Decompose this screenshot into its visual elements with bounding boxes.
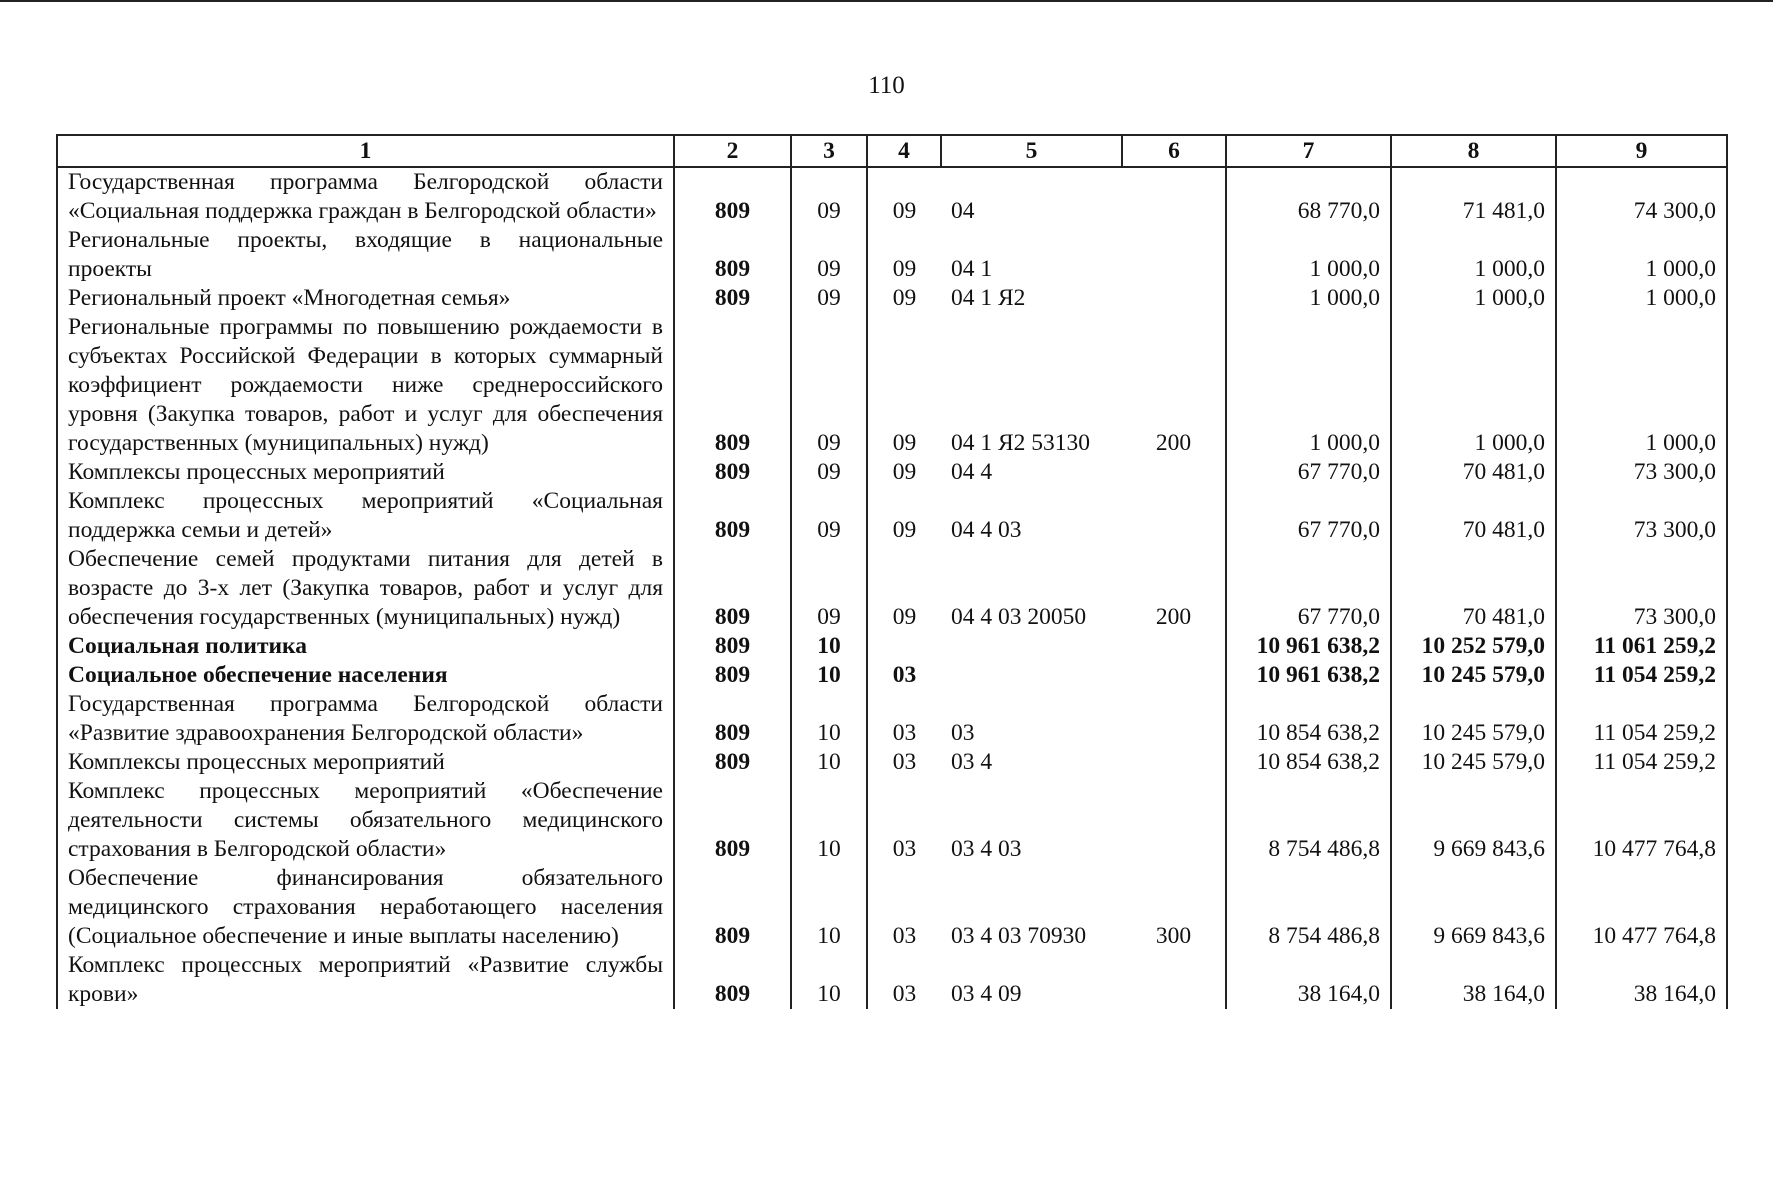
row-name: Комплексы процессных мероприятий [57,458,674,487]
admin-code: 809 [674,284,791,313]
subsection-code: 03 [892,836,917,862]
amount-year-2: 9 669 843,6 [1391,777,1556,864]
table-body [57,167,1727,1009]
expense-type [1122,458,1226,487]
target-article: 03 [951,720,975,746]
table-row [57,864,1727,951]
amount-year-3: 1 000,0 [1556,313,1727,458]
amount-year-1: 8 754 486,8 [1226,864,1391,951]
amount-year-3: 1 000,0 [1556,226,1727,284]
column-header: 7 [1226,135,1391,167]
amount-year-3: 74 300,0 [1556,167,1727,226]
amount-year-1: 38 164,0 [1226,951,1391,1009]
column-header: 6 [1122,135,1226,167]
amount-year-2: 1 000,0 [1391,284,1556,313]
expense-type: 200 [1122,545,1226,632]
column-header: 4 [867,135,941,167]
amount-year-1: 10 961 638,2 [1226,661,1391,690]
subsection-code: 09 [892,517,917,543]
target-article: 04 1 Я2 [951,285,1026,311]
admin-code: 809 [674,748,791,777]
admin-code: 809 [674,313,791,458]
admin-code: 809 [674,167,791,226]
section-code: 09 [791,226,867,284]
table-row [57,748,1727,777]
column-header: 8 [1391,135,1556,167]
row-name: Государственная программа Белгородской области «Развитие здравоохранения Белгородской области» [57,690,674,748]
subsection-code: 03 [892,749,917,775]
expense-type [1122,167,1226,226]
target-article: 03 4 03 70930 [951,923,1087,949]
column-header: 5 [941,135,1122,167]
amount-year-2: 71 481,0 [1391,167,1556,226]
amount-year-3: 73 300,0 [1556,458,1727,487]
amount-year-1: 67 770,0 [1226,545,1391,632]
amount-year-2: 70 481,0 [1391,458,1556,487]
row-name: Социальное обеспечение населения [57,661,674,690]
row-name: Социальная политика [57,632,674,661]
target-article [941,661,1122,690]
column-header: 3 [791,135,867,167]
amount-year-2: 1 000,0 [1391,313,1556,458]
admin-code: 809 [674,951,791,1009]
amount-year-1: 1 000,0 [1226,313,1391,458]
section-code: 09 [791,487,867,545]
admin-code: 809 [674,864,791,951]
table-row [57,487,1727,545]
amount-year-3: 10 477 764,8 [1556,864,1727,951]
section-code: 10 [791,748,867,777]
expense-type: 300 [1122,864,1226,951]
target-article: 04 1 [951,256,993,282]
row-name: Комплекс процессных мероприятий «Социальная поддержка семьи и детей» [57,487,674,545]
section-code: 09 [791,313,867,458]
subsection-code: 09 [892,430,917,456]
row-name: Региональные проекты, входящие в национальные проекты [57,226,674,284]
expense-type [1122,951,1226,1009]
subsection-code: 09 [892,604,917,630]
section-code: 09 [791,545,867,632]
table-row [57,632,1727,661]
amount-year-1: 67 770,0 [1226,458,1391,487]
subsection-code: 09 [892,285,917,311]
subsection-code: 09 [892,459,917,485]
section-code: 09 [791,458,867,487]
section-code: 09 [791,167,867,226]
expense-type [1122,748,1226,777]
amount-year-2: 1 000,0 [1391,226,1556,284]
amount-year-2: 70 481,0 [1391,487,1556,545]
admin-code: 809 [674,226,791,284]
table-row [57,284,1727,313]
table-row [57,458,1727,487]
table-row [57,167,1727,226]
expense-type [1122,284,1226,313]
section-code: 10 [791,951,867,1009]
row-name: Комплекс процессных мероприятий «Обеспечение деятельности системы обязательного медицинского страхования в Белгородской области» [57,777,674,864]
section-code: 10 [791,690,867,748]
expense-type [1122,226,1226,284]
amount-year-3: 73 300,0 [1556,487,1727,545]
table-row [57,777,1727,864]
amount-year-3: 11 054 259,2 [1556,748,1727,777]
column-header: 2 [674,135,791,167]
subsection-code: 03 [892,923,917,949]
admin-code: 809 [674,632,791,661]
amount-year-1: 10 854 638,2 [1226,748,1391,777]
table-row [57,545,1727,632]
target-article: 04 4 03 20050 [951,604,1087,630]
amount-year-3: 38 164,0 [1556,951,1727,1009]
target-article: 04 [951,198,975,224]
amount-year-1: 8 754 486,8 [1226,777,1391,864]
amount-year-3: 11 054 259,2 [1556,661,1727,690]
amount-year-2: 10 252 579,0 [1391,632,1556,661]
subsection-code: 09 [892,256,917,282]
budget-table [56,134,1728,1009]
section-code: 09 [791,284,867,313]
row-name: Комплекс процессных мероприятий «Развитие службы крови» [57,951,674,1009]
table-row [57,313,1727,458]
target-article: 03 4 [951,749,993,775]
amount-year-1: 1 000,0 [1226,226,1391,284]
target-article: 04 1 Я2 53130 [951,430,1091,456]
section-code: 10 [791,777,867,864]
amount-year-2: 10 245 579,0 [1391,748,1556,777]
expense-type: 200 [1122,313,1226,458]
subsection-code [867,632,941,661]
amount-year-1: 10 961 638,2 [1226,632,1391,661]
amount-year-2: 10 245 579,0 [1391,690,1556,748]
amount-year-1: 10 854 638,2 [1226,690,1391,748]
admin-code: 809 [674,777,791,864]
row-name: Обеспечение финансирования обязательного медицинского страхования неработающего населения (Социальное обеспечение и иные выплаты населению) [57,864,674,951]
expense-type [1122,487,1226,545]
admin-code: 809 [674,458,791,487]
table-row [57,951,1727,1009]
row-name: Государственная программа Белгородской области «Социальная поддержка граждан в Белгородской области» [57,167,674,226]
row-name: Комплексы процессных мероприятий [57,748,674,777]
amount-year-3: 10 477 764,8 [1556,777,1727,864]
expense-type [1122,690,1226,748]
target-article: 04 4 03 [951,517,1022,543]
section-code: 10 [791,632,867,661]
amount-year-3: 11 061 259,2 [1556,632,1727,661]
row-name: Региональные программы по повышению рождаемости в субъектах Российской Федерации в которых суммарный коэффициент рождаемости ниже среднероссийского уровня (Закупка товаров, работ и услуг для обеспечения государственных (муниципальных) нужд) [57,313,674,458]
amount-year-2: 9 669 843,6 [1391,864,1556,951]
table-header-row [57,135,1727,167]
amount-year-1: 68 770,0 [1226,167,1391,226]
amount-year-3: 73 300,0 [1556,545,1727,632]
section-code: 10 [791,661,867,690]
expense-type [1122,777,1226,864]
column-header: 9 [1556,135,1727,167]
admin-code: 809 [674,487,791,545]
target-article: 04 4 [951,459,993,485]
amount-year-1: 67 770,0 [1226,487,1391,545]
subsection-code: 03 [892,981,917,1007]
subsection-code: 03 [892,720,917,746]
amount-year-1: 1 000,0 [1226,284,1391,313]
amount-year-2: 38 164,0 [1391,951,1556,1009]
amount-year-3: 11 054 259,2 [1556,690,1727,748]
admin-code: 809 [674,545,791,632]
admin-code: 809 [674,661,791,690]
column-header: 1 [57,135,674,167]
table-row [57,690,1727,748]
row-name: Обеспечение семей продуктами питания для детей в возрасте до 3-х лет (Закупка товаров, работ и услуг для обеспечения государственных (муниципальных) нужд) [57,545,674,632]
admin-code: 809 [674,690,791,748]
subsection-code: 03 [892,662,917,688]
table-row [57,661,1727,690]
page-number: 110 [868,72,905,99]
expense-type [1122,632,1226,661]
target-article: 03 4 03 [951,836,1022,862]
row-name: Региональный проект «Многодетная семья» [57,284,674,313]
section-code: 10 [791,864,867,951]
amount-year-2: 10 245 579,0 [1391,661,1556,690]
expense-type [1122,661,1226,690]
amount-year-2: 70 481,0 [1391,545,1556,632]
subsection-code: 09 [892,198,917,224]
top-border-line [0,0,1773,2]
target-article [941,632,1122,661]
table-row [57,226,1727,284]
amount-year-3: 1 000,0 [1556,284,1727,313]
target-article: 03 4 09 [951,981,1022,1007]
